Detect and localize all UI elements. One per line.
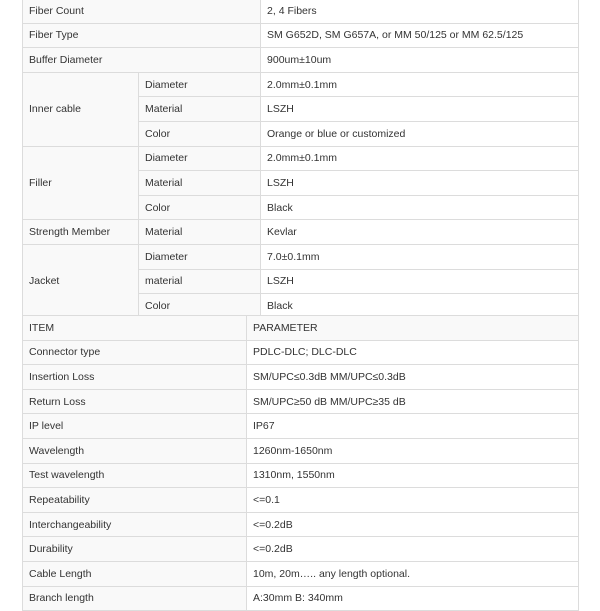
param-value: SM/UPC≥50 dB MM/UPC≥35 dB — [247, 389, 579, 414]
table-row — [23, 365, 579, 390]
table-row — [23, 463, 579, 488]
table-row — [23, 586, 579, 611]
table-row — [23, 389, 579, 414]
param-value: A:30mm B: 340mm — [247, 586, 579, 611]
sub-label: Color — [139, 195, 261, 220]
spec-value: 2.0mm±0.1mm — [261, 72, 579, 97]
table-row — [23, 340, 579, 365]
param-value: PDLC-DLC; DLC-DLC — [247, 340, 579, 365]
table-row — [23, 72, 579, 97]
table-header-row — [23, 316, 579, 341]
param-item: Test wavelength — [23, 463, 247, 488]
param-value: 10m, 20m….. any length optional. — [247, 561, 579, 586]
param-item: Repeatability — [23, 488, 247, 513]
table-row — [23, 512, 579, 537]
group-label: Filler — [23, 146, 139, 220]
sub-label: Color — [139, 294, 261, 319]
spec-label: Fiber Count — [23, 0, 261, 23]
spec-value: LSZH — [261, 171, 579, 196]
group-label: Jacket — [23, 244, 139, 318]
param-item: Insertion Loss — [23, 365, 247, 390]
table-row — [23, 48, 579, 73]
param-item: IP level — [23, 414, 247, 439]
param-value: <=0.2dB — [247, 537, 579, 562]
table-row — [23, 220, 579, 245]
param-item: Branch length — [23, 586, 247, 611]
spec-value: Kevlar — [261, 220, 579, 245]
sub-label: Diameter — [139, 72, 261, 97]
spec-value: 7.0±0.1mm — [261, 244, 579, 269]
spec-value: Black — [261, 294, 579, 319]
param-value: <=0.2dB — [247, 512, 579, 537]
table-row — [23, 146, 579, 171]
table-row — [23, 0, 579, 23]
sub-label: Material — [139, 97, 261, 122]
table-row — [23, 244, 579, 269]
sub-label: Material — [139, 171, 261, 196]
param-item: Wavelength — [23, 438, 247, 463]
table-row — [23, 438, 579, 463]
table-row — [23, 537, 579, 562]
table-row — [23, 23, 579, 48]
table-row — [23, 488, 579, 513]
param-value: 1310nm, 1550nm — [247, 463, 579, 488]
table-row — [23, 561, 579, 586]
spec-value: Orange or blue or customized — [261, 121, 579, 146]
param-item: Interchangeability — [23, 512, 247, 537]
param-value: SM/UPC≤0.3dB MM/UPC≤0.3dB — [247, 365, 579, 390]
param-item: Durability — [23, 537, 247, 562]
spec-label: Fiber Type — [23, 23, 261, 48]
spec-value: 900um±10um — [261, 48, 579, 73]
spec-table — [22, 0, 579, 319]
param-value: <=0.1 — [247, 488, 579, 513]
header-item: ITEM — [23, 316, 247, 341]
spec-value: 2, 4 Fibers — [261, 0, 579, 23]
header-parameter: PARAMETER — [247, 316, 579, 341]
parameter-table — [22, 315, 579, 611]
spec-value: SM G652D, SM G657A, or MM 50/125 or MM 62.5/125 — [261, 23, 579, 48]
sub-label: material — [139, 269, 261, 294]
param-item: Return Loss — [23, 389, 247, 414]
spec-value: 2.0mm±0.1mm — [261, 146, 579, 171]
sub-label: Material — [139, 220, 261, 245]
param-value: IP67 — [247, 414, 579, 439]
param-item: Cable Length — [23, 561, 247, 586]
spec-value: LSZH — [261, 97, 579, 122]
group-label: Strength Member — [23, 220, 139, 245]
sub-label: Color — [139, 121, 261, 146]
spec-value: LSZH — [261, 269, 579, 294]
table-row — [23, 414, 579, 439]
spec-value: Black — [261, 195, 579, 220]
param-item: Connector type — [23, 340, 247, 365]
spec-label: Buffer Diameter — [23, 48, 261, 73]
sub-label: Diameter — [139, 146, 261, 171]
sub-label: Diameter — [139, 244, 261, 269]
param-value: 1260nm-1650nm — [247, 438, 579, 463]
group-label: Inner cable — [23, 72, 139, 146]
